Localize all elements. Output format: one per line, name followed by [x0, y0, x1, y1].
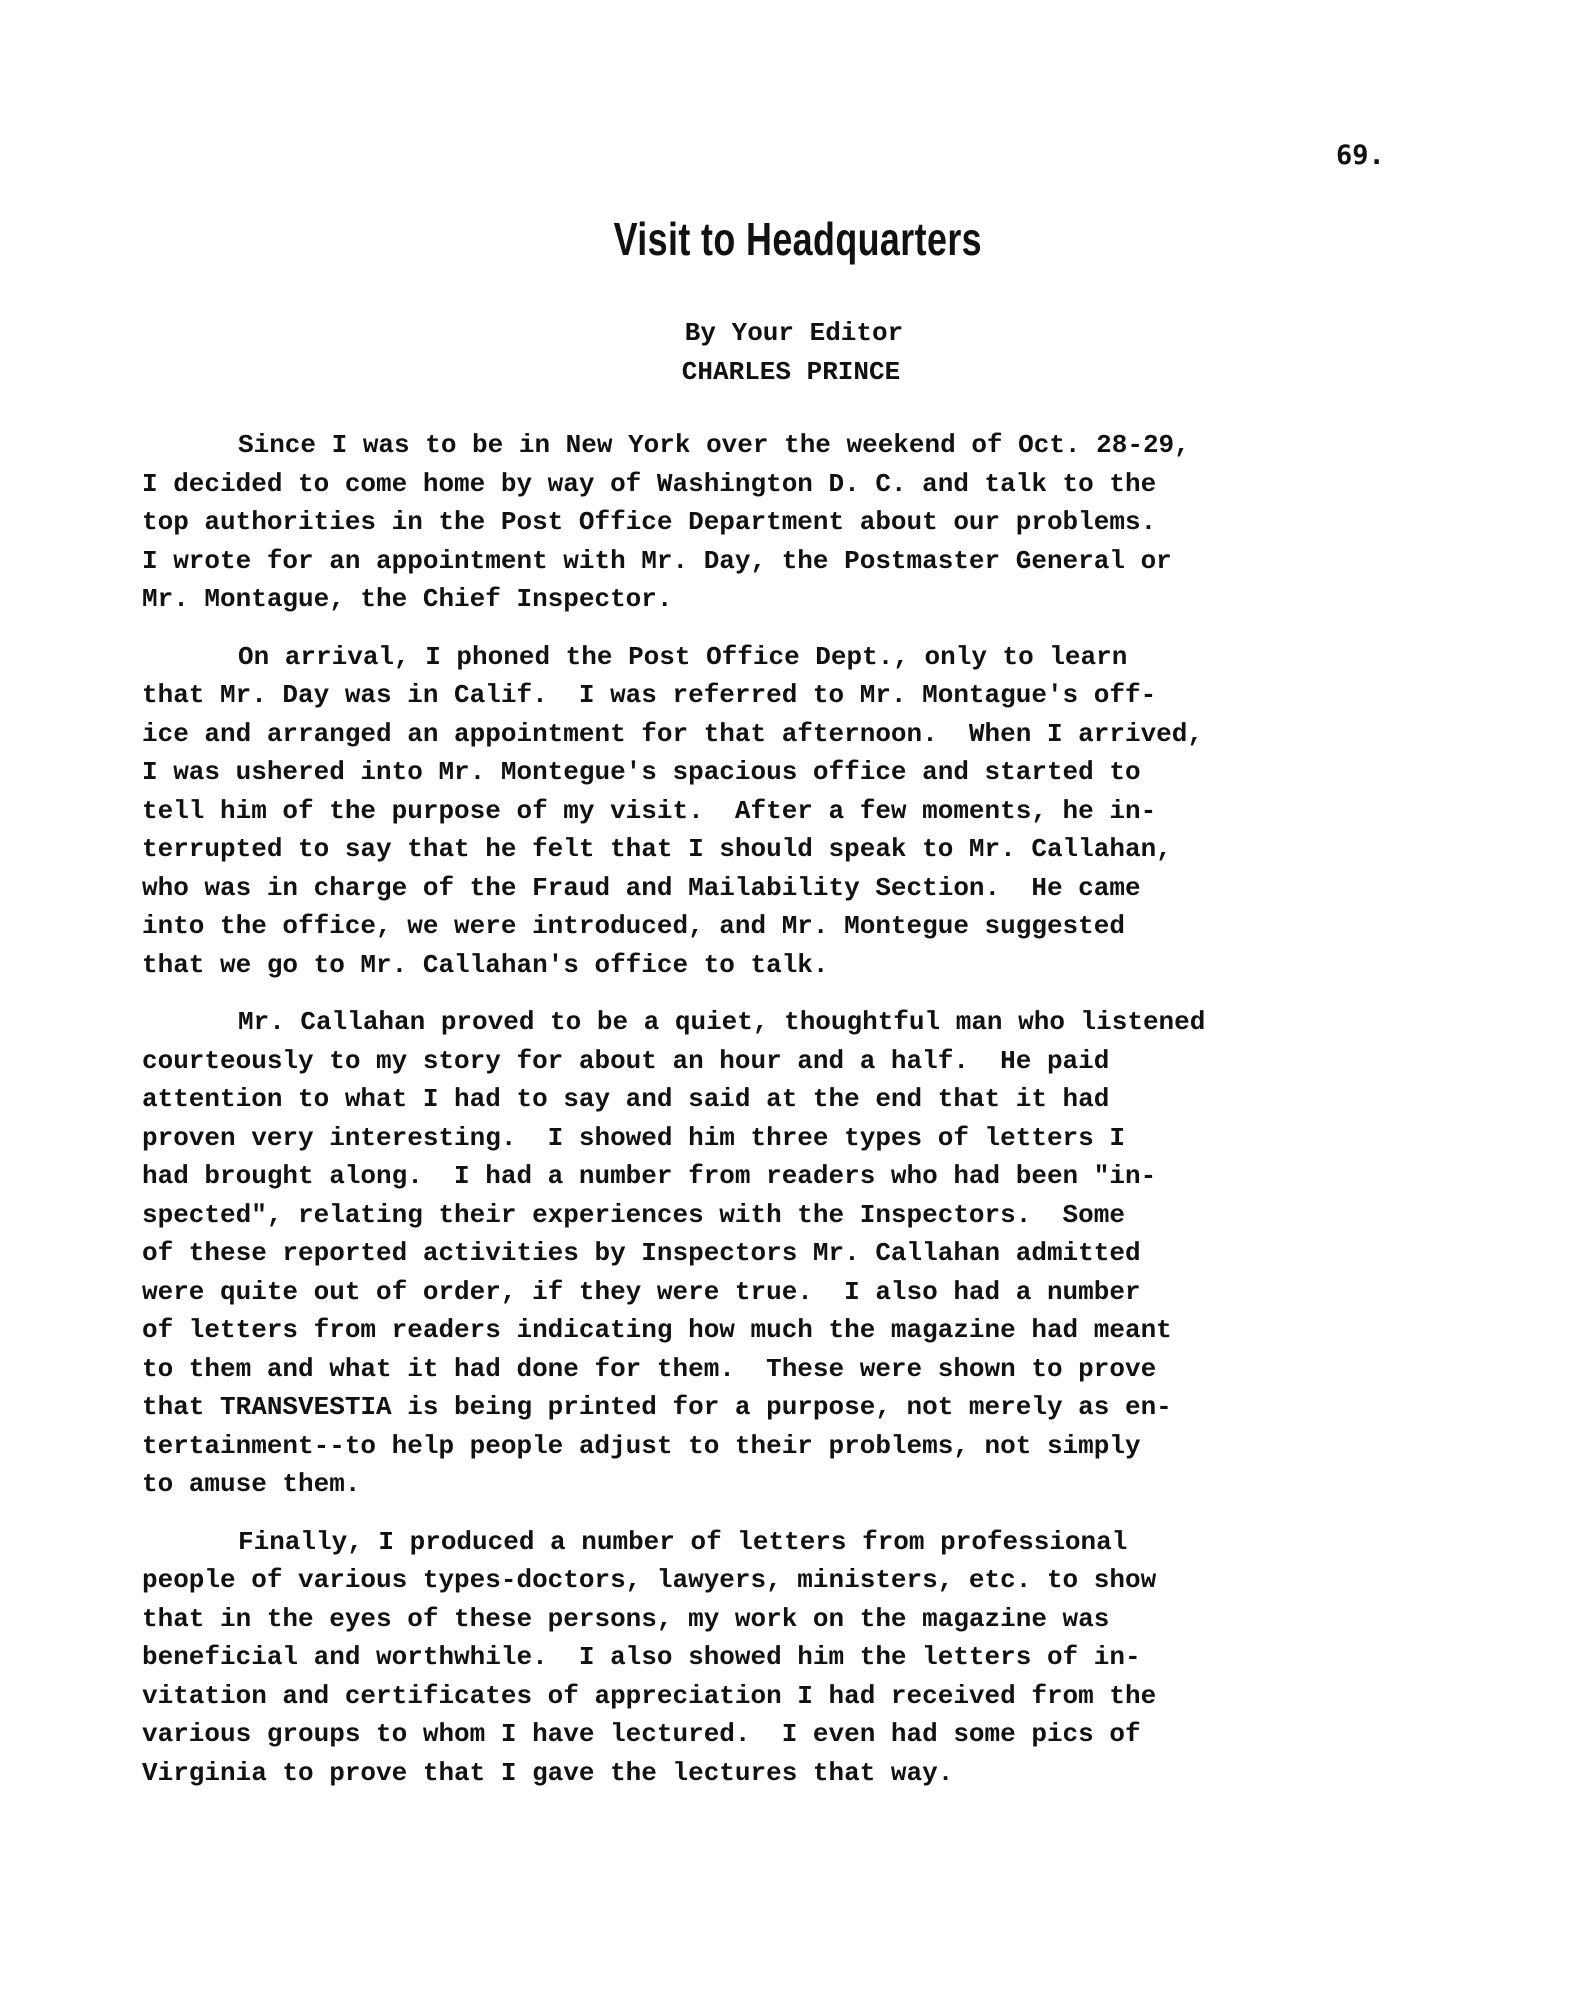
text-line: had brought along. I had a number from readers who had been "in- — [142, 1161, 1157, 1191]
text-line: tell him of the purpose of my visit. After a few moments, he in- — [142, 795, 1157, 826]
paragraph-2 — [142, 638, 1472, 985]
text-line: that Mr. Day was in Calif. I was referred to Mr. Montague's off- — [142, 680, 1157, 710]
text-line: who was in charge of the Fraud and Mailability Section. He came — [142, 872, 1141, 903]
text-line: tertainment--to help people adjust to their problems, not simply — [142, 1430, 1141, 1461]
text-line: that in the eyes of these persons, my work on the magazine was — [142, 1603, 1110, 1634]
text-line: attention to what I had to say and said at the end that it had — [142, 1084, 1110, 1114]
text-line: were quite out of order, if they were true. I also had a number — [142, 1276, 1141, 1307]
text-line: terrupted to say that he felt that I should speak to Mr. Callahan, — [142, 834, 1172, 864]
text-line: I wrote for an appointment with Mr. Day, the Postmaster General or — [142, 545, 1172, 576]
text-line: Mr. Montague, the Chief Inspector. — [142, 584, 673, 614]
text-line: into the office, we were introduced, and Mr. Montegue suggested — [142, 911, 1125, 941]
article-body — [142, 426, 1472, 1811]
text-line: I decided to come home by way of Washington D. C. and talk to the — [142, 468, 1157, 499]
paragraph-4 — [142, 1523, 1472, 1793]
article-title: Visit to Headquarters — [613, 213, 983, 265]
text-line: to amuse them. — [142, 1469, 361, 1499]
text-line: Finally, I produced a number of letters from professional — [238, 1526, 1128, 1557]
text-line: spected", relating their experiences with the Inspectors. Some — [142, 1199, 1125, 1230]
paragraph-3 — [142, 1003, 1472, 1504]
text-line: people of various types-doctors, lawyers, ministers, etc. to show — [142, 1565, 1157, 1595]
text-line: Since I was to be in New York over the weekend of Oct. 28-29, — [238, 430, 1190, 460]
text-line: ice and arranged an appointment for that afternoon. When I arrived, — [142, 718, 1203, 749]
author-name: CHARLES PRINCE — [681, 357, 901, 387]
text-line: I was ushered into Mr. Montegue's spacious office and started to — [142, 757, 1141, 787]
text-line: vitation and certificates of appreciation I had received from the — [142, 1680, 1157, 1711]
page-number: 69. — [1336, 140, 1385, 171]
text-line: to them and what it had done for them. These were shown to prove — [142, 1353, 1157, 1384]
text-line: that we go to Mr. Callahan's office to talk. — [142, 949, 829, 980]
text-line: that TRANSVESTIA is being printed for a purpose, not merely as en- — [142, 1392, 1172, 1422]
text-line: various groups to whom I have lectured. I even had some pics of — [142, 1719, 1141, 1749]
byline: By Your Editor — [684, 318, 904, 348]
text-line: beneficial and worthwhile. I also showed him the letters of in- — [142, 1642, 1141, 1672]
text-line: proven very interesting. I showed him three types of letters I — [142, 1122, 1125, 1153]
text-line: of these reported activities by Inspectors Mr. Callahan admitted — [142, 1238, 1141, 1268]
text-line: Virginia to prove that I gave the lectures that way. — [142, 1757, 954, 1788]
text-line: courteously to my story for about an hour and a half. He paid — [142, 1045, 1110, 1076]
text-line: Mr. Callahan proved to be a quiet, thoughtful man who listened — [238, 1007, 1206, 1037]
text-line: On arrival, I phoned the Post Office Dept., only to learn — [238, 641, 1128, 672]
text-line: top authorities in the Post Office Department about our problems. — [142, 507, 1157, 537]
paragraph-1 — [142, 426, 1472, 619]
text-line: of letters from readers indicating how much the magazine had meant — [142, 1315, 1172, 1345]
